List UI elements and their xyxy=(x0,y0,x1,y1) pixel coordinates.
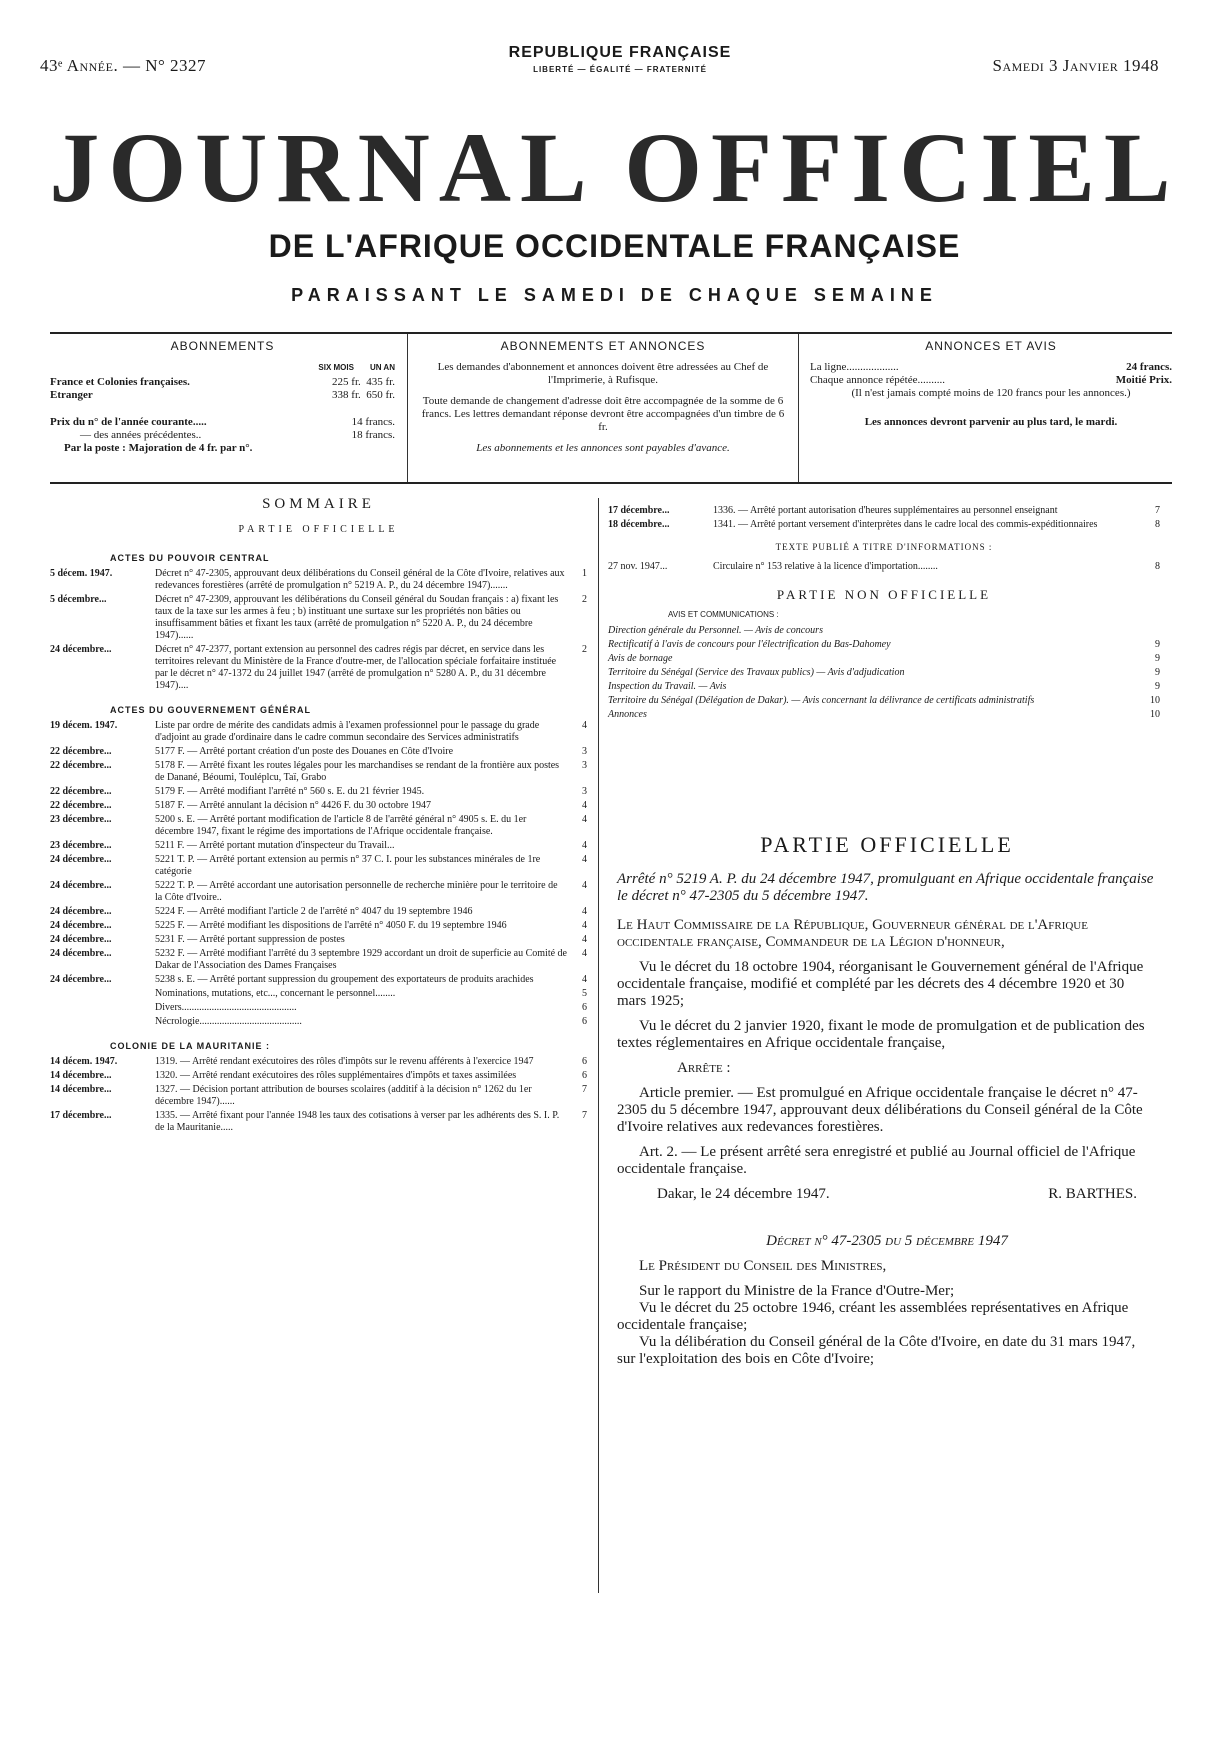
issue-date: Samedi 3 Janvier 1948 xyxy=(992,56,1159,75)
entry-page: 2 xyxy=(582,644,587,655)
price-row xyxy=(50,429,395,442)
summary-entry xyxy=(50,814,587,838)
announcements-title: ANNONCES ET AVIS xyxy=(925,339,1057,353)
summary-entry xyxy=(50,920,587,932)
entry-date: 14 décembre... xyxy=(50,1070,112,1081)
entry-text: 1341. — Arrêté portant versement d'interprètes dans le cadre local des commis-expéditionnaires xyxy=(713,519,1098,530)
summary-entry xyxy=(50,760,587,784)
entry-date: 24 décembre... xyxy=(50,644,112,655)
considerant-4: Vu la délibération du Conseil général de la Côte d'Ivoire, en date du 31 mars 1947, sur l'exploitation des bois en Côte d'Ivoire; xyxy=(617,1334,1136,1367)
notice-text: Inspection du Travail. — Avis xyxy=(608,681,727,692)
article-2: Art. 2. — Le présent arrêté sera enregistré et publié au Journal officiel de l'Afrique occidentale française. xyxy=(617,1144,1136,1177)
entry-date: 27 nov. 1947... xyxy=(608,561,668,572)
announcement-rate-row xyxy=(810,374,1172,387)
entry-text: 1336. — Arrêté portant autorisation d'heures supplémentaires au personnel enseignant xyxy=(713,505,1058,516)
subscriptions-title: ABONNEMENTS xyxy=(170,339,275,353)
entry-page: 2 xyxy=(582,594,587,605)
subscriptions-announcements-column xyxy=(407,334,799,482)
entry-text: 5222 T. P. — Arrêté accordant une autorisation personnelle de recherche minière pour le territoire de la Côte d'Ivoire.. xyxy=(155,880,558,903)
entry-date: 22 décembre... xyxy=(50,760,112,771)
entry-date: 24 décembre... xyxy=(50,948,112,959)
entry-page: 8 xyxy=(1155,519,1160,530)
summary-entry xyxy=(50,594,587,642)
notices-heading: AVIS ET COMMUNICATIONS : xyxy=(668,610,779,619)
deadline-note: Les annonces devront parvenir au plus tard, le mardi. xyxy=(864,416,1118,428)
entry-text: 5221 T. P. — Arrêté portant extension au permis n° 37 C. I. pour les substances minérales de 1re catégorie xyxy=(155,854,541,877)
entry-date: 23 décembre... xyxy=(50,840,112,851)
decree-heading: Décret n° 47-2305 du 5 décembre 1947 xyxy=(766,1233,1008,1249)
column-divider xyxy=(598,498,599,1593)
summary-entry xyxy=(608,519,1160,531)
entry-date xyxy=(50,988,155,1000)
entry-page: 4 xyxy=(582,948,587,959)
place-date: Dakar, le 24 décembre 1947. xyxy=(657,1186,830,1202)
entry-date: 22 décembre... xyxy=(50,786,112,797)
entry-text: 5231 F. — Arrêté portant suppression de postes xyxy=(155,934,345,945)
entry-page: 6 xyxy=(582,1056,587,1067)
entry-text: Décret n° 47-2377, portant extension au personnel des cadres régis par décret, en service dans les territoires relevant du Ministère de la France d'outre-mer, de l'allocation spéciale forfaitaire instituée par le décret n° 47-1372 du 24 juillet 1947 (arrêté de promulgation n° 5280 A. P., du 31 décembre 1947).... xyxy=(155,644,557,691)
notice-text: Rectificatif à l'avis de concours pour l'électrification du Bas-Dahomey xyxy=(608,639,891,650)
subscription-row-label: Etranger xyxy=(50,389,93,401)
notice-entry xyxy=(608,709,1160,721)
summary-entry xyxy=(50,1110,587,1134)
entry-page: 4 xyxy=(582,974,587,985)
summary-entry xyxy=(50,746,587,758)
journal-subtitle: DE L'AFRIQUE OCCIDENTALE FRANÇAISE xyxy=(268,228,961,264)
notice-page: 10 xyxy=(1150,709,1160,720)
entry-page: 6 xyxy=(582,1002,587,1013)
announcement-rate-value: Moitié Prix. xyxy=(1115,374,1172,386)
entry-date: 24 décembre... xyxy=(50,854,112,865)
summary-entry xyxy=(50,1016,587,1028)
entry-date: 14 décembre... xyxy=(50,1084,112,1095)
entry-page: 1 xyxy=(582,568,587,579)
notice-page: 10 xyxy=(1150,695,1160,706)
general-government-entries xyxy=(50,720,587,1028)
summary-entry xyxy=(50,840,587,852)
subscription-row xyxy=(50,376,395,389)
journal-tagline: PARAISSANT LE SAMEDI DE CHAQUE SEMAINE xyxy=(291,285,938,305)
entry-text: 5178 F. — Arrêté fixant les routes légales pour les marchandises se rendant de la frontière aux postes de Danané, Béoumi, Touléplcu, Taï, Grabo xyxy=(155,760,560,783)
entry-date: 19 décem. 1947. xyxy=(50,720,118,731)
entry-date: 24 décembre... xyxy=(50,934,112,945)
entry-date: 14 décem. 1947. xyxy=(50,1056,118,1067)
summary-entry xyxy=(50,988,587,1000)
entry-text: 1319. — Arrêté rendant exécutoires des rôles d'impôts sur le revenu afférents à l'exercice 1947 xyxy=(155,1056,534,1067)
summary-continued-entries xyxy=(608,505,1160,531)
notices-list xyxy=(608,625,1160,721)
entry-text: 5179 F. — Arrêté modifiant l'arrêté n° 560 s. E. du 21 février 1945. xyxy=(155,786,425,797)
summary-title: SOMMAIRE xyxy=(262,496,375,512)
notice-page: 9 xyxy=(1155,681,1160,692)
issue-number: 43ᵉ Année. — N° 2327 xyxy=(40,56,207,75)
entry-text: Décret n° 47-2305, approuvant deux délibérations du Conseil général de la Côte d'Ivoire, relatives aux redevances forestières (arrêté de promulgation n° 5219 A. P., du 24 décembre 1947)....... xyxy=(155,568,565,591)
section-heading: COLONIE DE LA MAURITANIE : xyxy=(110,1041,270,1051)
notice-text: Direction générale du Personnel. — Avis de concours xyxy=(608,625,823,636)
decree-promulgation-heading: Arrêté n° 5219 A. P. du 24 décembre 1947, promulguant en Afrique occidentale française le décret n° 47-2305 du 5 décembre 1947. xyxy=(617,871,1154,904)
entry-text: Circulaire n° 153 relative à la licence d'importation........ xyxy=(713,561,938,572)
entry-date: 5 décembre... xyxy=(50,594,107,605)
subscription-box xyxy=(50,332,1172,484)
entry-text: 5200 s. E. — Arrêté portant modification de l'article 8 de l'arrêté général n° 4905 s. E. du 1er décembre 1947, fixant le régime des importations de l'Afrique occidentale française. xyxy=(155,814,527,837)
entry-text: 5177 F. — Arrêté portant création d'un poste des Douanes en Côte d'Ivoire xyxy=(155,746,454,757)
notice-text: Territoire du Sénégal (Service des Travaux publics) — Avis d'adjudication xyxy=(608,667,905,678)
notice-entry xyxy=(608,653,1160,665)
entry-page: 4 xyxy=(582,906,587,917)
announcement-rate-value: 24 francs. xyxy=(1126,361,1172,373)
announcement-rate-label: Chaque annonce répétée.......... xyxy=(810,374,945,386)
notice-page: 9 xyxy=(1155,653,1160,664)
entry-text: Nominations, mutations, etc..., concernant le personnel........ xyxy=(155,988,396,999)
notice-entry xyxy=(608,639,1160,651)
summary-entry xyxy=(608,505,1160,517)
summary-part-title: PARTIE OFFICIELLE xyxy=(238,524,399,535)
republic-label: REPUBLIQUE FRANÇAISE xyxy=(508,44,732,61)
subscriptions-column xyxy=(50,334,395,482)
summary-entry xyxy=(50,644,587,692)
subscriptions-address-text: Les demandes d'abonnement et annonces doivent être adressées au Chef de l'Imprimerie, à Rufisque. xyxy=(437,361,769,386)
summary-entry xyxy=(50,1084,587,1108)
entry-page: 3 xyxy=(582,746,587,757)
entry-text: 5224 F. — Arrêté modifiant l'article 2 de l'arrêté n° 4047 du 19 septembre 1946 xyxy=(155,906,473,917)
notice-entry xyxy=(608,681,1160,693)
central-power-entries xyxy=(50,568,587,692)
entry-text: 1327. — Décision portant attribution de bourses scolaires (additif à la décision n° 1262 du 1er décembre 1947)...... xyxy=(155,1084,532,1107)
entry-page: 8 xyxy=(1155,561,1160,572)
republic-motto: LIBERTÉ — ÉGALITÉ — FRATERNITÉ xyxy=(533,65,707,74)
entry-text: 5232 F. — Arrêté modifiant l'arrêté du 3 septembre 1929 accordant un droit de superficie au Comité de Dakar de l'Association des Dames Françaises xyxy=(155,948,567,971)
section-heading: ACTES DU POUVOIR CENTRAL xyxy=(110,553,270,563)
entry-date: 24 décembre... xyxy=(50,906,112,917)
entry-text: 1320. — Arrêté rendant exécutoires des rôles supplémentaires d'impôts et taxes assimilées xyxy=(155,1070,517,1081)
summary-entry xyxy=(50,1056,587,1068)
summary-entry xyxy=(50,906,587,918)
entry-date xyxy=(50,1002,155,1014)
summary-entry xyxy=(608,561,1160,573)
summary-entry xyxy=(50,720,587,744)
entry-text: Nécrologie......................................... xyxy=(155,1016,302,1027)
six-months-label: SIX MOIS xyxy=(318,363,354,372)
entry-text: 5187 F. — Arrêté annulant la décision n° 4426 F. du 30 octobre 1947 xyxy=(155,800,431,811)
entry-text: Divers.............................................. xyxy=(155,1002,297,1013)
entry-date: 24 décembre... xyxy=(50,974,112,985)
subscriptions-announcements-title: ABONNEMENTS ET ANNONCES xyxy=(500,339,706,353)
subscription-six: 338 fr. xyxy=(332,389,361,401)
notice-page xyxy=(1144,625,1160,637)
summary-entry xyxy=(50,1070,587,1082)
summary-entry xyxy=(50,948,587,972)
subscription-year: 435 fr. xyxy=(366,376,395,388)
info-text-heading: TEXTE PUBLIÉ A TITRE D'INFORMATIONS : xyxy=(775,542,993,552)
entry-text: Décret n° 47-2309, approuvant les délibérations du Conseil général du Soudan français : a) fixant les taux de la taxe sur les armes à feu ; b) instituant une surtaxe sur les propriétés non bâties ou insuffisamment bâties et fixant les taux (arrêté de promulgation n° 5220 A. P., du 24 décembre 1947)...... xyxy=(155,594,559,641)
subscriptions-header-row xyxy=(50,361,395,374)
summary-entry xyxy=(50,568,587,592)
entry-page: 4 xyxy=(582,840,587,851)
price-label: — des années précédentes.. xyxy=(80,429,202,441)
summary-entry xyxy=(50,786,587,798)
entry-date: 22 décembre... xyxy=(50,800,112,811)
official-part xyxy=(617,832,1157,1376)
summary-continued xyxy=(608,505,1160,723)
entry-date: 24 décembre... xyxy=(50,920,112,931)
announcement-rate-row xyxy=(810,361,1172,374)
subscription-six: 225 fr. xyxy=(332,376,361,388)
entry-page: 6 xyxy=(582,1016,587,1027)
summary-entry xyxy=(50,974,587,986)
entry-page: 4 xyxy=(582,920,587,931)
considerant-3: Vu le décret du 25 octobre 1946, créant les assemblées représentatives en Afrique occidentale française; xyxy=(617,1300,1129,1333)
price-label: Prix du n° de l'année courante..... xyxy=(50,416,207,428)
entry-page: 5 xyxy=(582,988,587,999)
notice-entry xyxy=(608,667,1160,679)
postal-surcharge: Par la poste : Majoration de 4 fr. par n°. xyxy=(64,442,253,454)
price-value: 14 francs. xyxy=(351,416,395,428)
official-part-title: PARTIE OFFICIELLE xyxy=(760,832,1014,857)
entry-page: 4 xyxy=(582,720,587,731)
president: Le Président du Conseil des Ministres, xyxy=(639,1258,887,1274)
entry-page: 4 xyxy=(582,814,587,825)
announcement-rate-label: La ligne................... xyxy=(810,361,899,373)
entry-page: 4 xyxy=(582,800,587,811)
entry-page: 7 xyxy=(1155,505,1160,516)
entry-date: 22 décembre... xyxy=(50,746,112,757)
notice-text: Avis de bornage xyxy=(608,653,673,664)
signature-line xyxy=(617,1186,1157,1203)
notice-page: 9 xyxy=(1155,667,1160,678)
entry-text: 5211 F. — Arrêté portant mutation d'inspecteur du Travail... xyxy=(155,840,395,851)
entry-text: 5238 s. E. — Arrêté portant suppression du groupement des exportateurs de produits arachides xyxy=(155,974,534,985)
article-1: Article premier. — Est promulgué en Afrique occidentale française le décret n° 47-2305 du 5 décembre 1947, approuvant deux délibérations du Conseil général de la Côte d'Ivoire relatives aux redevances forestières. xyxy=(617,1085,1143,1135)
entry-page: 3 xyxy=(582,786,587,797)
one-year-label: UN AN xyxy=(369,363,395,372)
notice-text: Territoire du Sénégal (Délégation de Dakar). — Avis concernant la délivrance de certificats administratifs xyxy=(608,695,1035,706)
summary-entry xyxy=(50,880,587,904)
entry-page: 4 xyxy=(582,880,587,891)
entry-date: 24 décembre... xyxy=(50,880,112,891)
subscription-year: 650 fr. xyxy=(366,389,395,401)
change-address-text: Toute demande de changement d'adresse doit être accompagnée de la somme de 6 francs. Les lettres demandant réponse devront être accompagnées d'un timbre de 6 fr. xyxy=(421,395,785,433)
notice-page: 9 xyxy=(1155,639,1160,650)
entry-page: 4 xyxy=(582,934,587,945)
summary-entry xyxy=(50,854,587,878)
non-official-heading: PARTIE NON OFFICIELLE xyxy=(776,587,992,602)
entry-text: 5225 F. — Arrêté modifiant les dispositions de l'arrêté n° 4050 F. du 19 septembre 1946 xyxy=(155,920,507,931)
considerant-1: Vu le décret du 18 octobre 1904, réorganisant le Gouvernement général de l'Afrique occidentale française, modifié et complété par les décrets des 4 décembre 1920 et 30 mars 1925; xyxy=(617,959,1144,1009)
arrete-label: Arrête : xyxy=(677,1060,731,1076)
entry-date: 17 décembre... xyxy=(50,1110,112,1121)
notice-entry xyxy=(608,625,1160,637)
entry-date xyxy=(50,1016,155,1028)
entry-page: 7 xyxy=(582,1110,587,1121)
summary-entry xyxy=(50,800,587,812)
notice-text: Annonces xyxy=(608,709,647,720)
payment-note: Les abonnements et les annonces sont payables d'avance. xyxy=(476,442,730,454)
high-commissioner: Le Haut Commissaire de la République, Gouverneur général de l'Afrique occidentale française, Commandeur de la Légion d'honneur, xyxy=(617,917,1088,950)
masthead-republic xyxy=(420,44,820,74)
subscription-row xyxy=(50,389,395,402)
signature: R. BARTHES. xyxy=(1048,1186,1137,1202)
subscription-row-label: France et Colonies françaises. xyxy=(50,376,190,388)
entry-text: Liste par ordre de mérite des candidats admis à l'examen professionnel pour le passage du grade d'adjoint au grade d'ordinaire dans le cadre commun secondaire des Services administratifs xyxy=(155,720,540,743)
entry-date: 17 décembre... xyxy=(608,505,670,516)
summary-entry xyxy=(50,1002,587,1014)
mauritania-entries xyxy=(50,1056,587,1134)
announcements-column xyxy=(810,334,1172,482)
price-value: 18 francs. xyxy=(351,429,395,441)
summary-column xyxy=(50,498,587,1136)
entry-date: 23 décembre... xyxy=(50,814,112,825)
entry-page: 7 xyxy=(582,1084,587,1095)
notice-entry xyxy=(608,695,1160,707)
entry-date: 5 décem. 1947. xyxy=(50,568,113,579)
entry-text: 1335. — Arrêté fixant pour l'année 1948 les taux des cotisations à verser par les adhérents des S. I. P. de la Mauritanie..... xyxy=(155,1110,560,1133)
journal-title: JOURNAL OFFICIEL xyxy=(49,112,1180,223)
report-line: Sur le rapport du Ministre de la France d'Outre-Mer; xyxy=(639,1283,955,1299)
minimum-charge-note: (Il n'est jamais compté moins de 120 francs pour les annonces.) xyxy=(851,387,1131,399)
entry-page: 3 xyxy=(582,760,587,771)
section-heading: ACTES DU GOUVERNEMENT GÉNÉRAL xyxy=(110,705,312,715)
entry-page: 4 xyxy=(582,854,587,865)
considerant-2: Vu le décret du 2 janvier 1920, fixant le mode de promulgation et de publication des textes réglementaires en Afrique occidentale française, xyxy=(617,1018,1145,1051)
summary-entry xyxy=(50,934,587,946)
entry-date: 18 décembre... xyxy=(608,519,670,530)
price-row xyxy=(50,416,395,429)
entry-page: 6 xyxy=(582,1070,587,1081)
